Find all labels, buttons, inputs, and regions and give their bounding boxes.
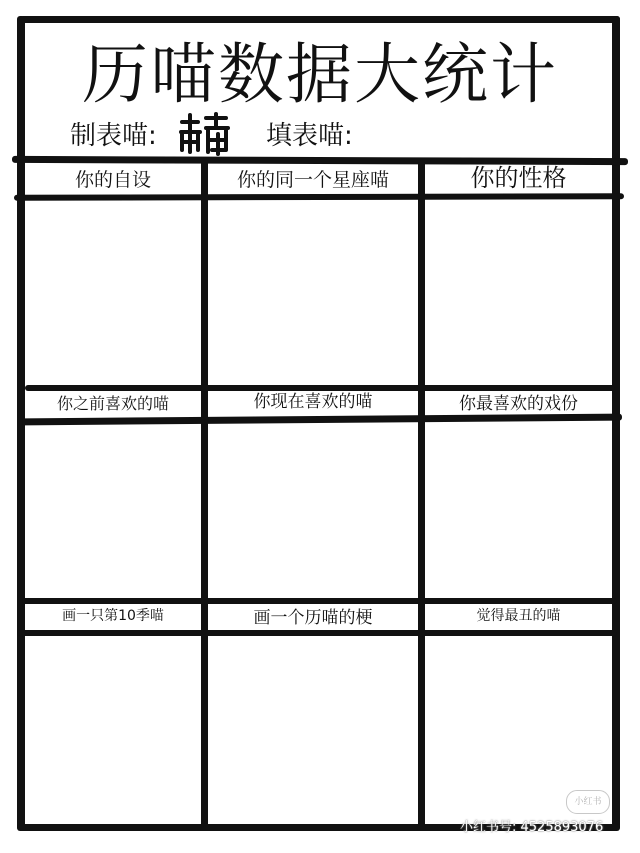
cell-box-personality[interactable] <box>425 200 612 385</box>
grid-line-col-divider-2 <box>418 160 425 827</box>
cell-label-draw-meme: 画一个历喵的梗 <box>253 608 373 628</box>
cell-box-draw-season10[interactable] <box>25 636 201 824</box>
cell-label-same-zodiac: 你的同一个星座喵 <box>236 169 389 191</box>
cell-box-self-persona[interactable] <box>25 200 201 385</box>
cell-box-current-favorite[interactable] <box>208 423 418 598</box>
grid-line-col-divider-1 <box>201 160 208 827</box>
watermark-text: 小红书号: 4525893076 <box>460 820 604 835</box>
cell-box-draw-meme[interactable] <box>208 636 418 824</box>
filler-label: 填表喵: <box>266 121 353 151</box>
maker-signature-mark <box>176 112 230 156</box>
frame-right-line <box>612 16 620 830</box>
cell-label-draw-season10: 画一只第10季喵 <box>62 608 164 624</box>
cell-label-favorite-scene: 你最喜欢的戏份 <box>459 394 578 414</box>
cell-box-same-zodiac[interactable] <box>208 200 418 385</box>
cell-box-favorite-scene[interactable] <box>425 423 612 598</box>
cell-box-previous-favorite[interactable] <box>25 423 201 598</box>
cell-label-self-persona: 你的自设 <box>74 169 151 191</box>
cell-label-previous-favorite: 你之前喜欢的喵 <box>56 394 169 413</box>
frame-top-line <box>20 16 620 23</box>
watermark-badge: 小红书 <box>566 790 610 814</box>
sheet-title: 历喵数据大统计 <box>82 36 558 113</box>
cell-label-current-favorite: 你现在喜欢的喵 <box>253 392 373 412</box>
cell-label-ugliest: 觉得最丑的喵 <box>476 608 561 624</box>
cell-label-personality: 你的性格 <box>470 164 567 192</box>
maker-label: 制表喵: <box>70 121 157 151</box>
